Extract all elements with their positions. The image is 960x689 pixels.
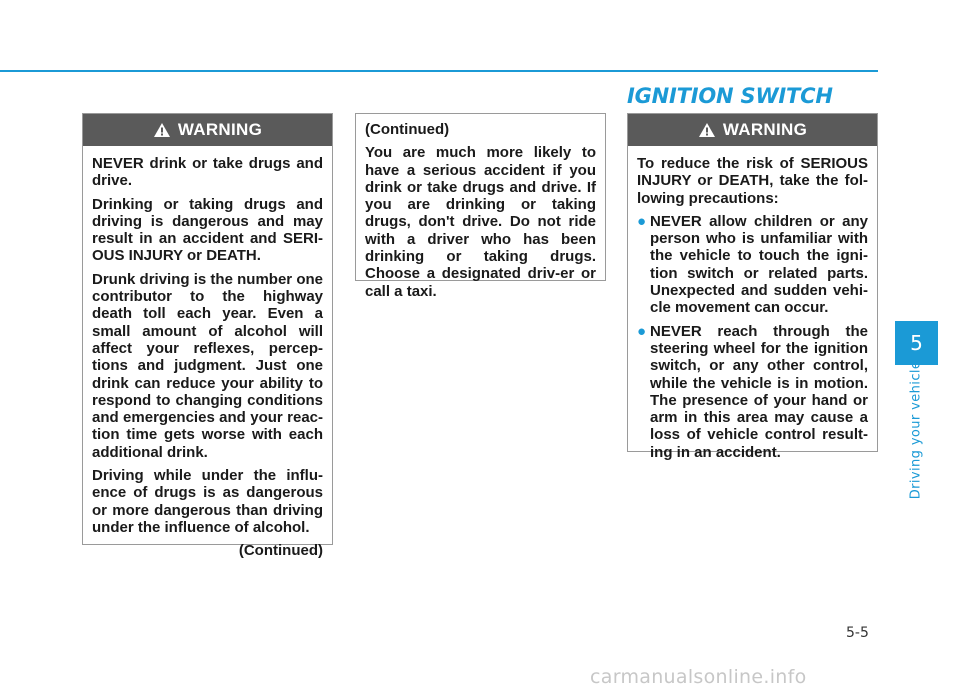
section-title: IGNITION SWITCH (627, 84, 833, 108)
list-item (637, 213, 868, 317)
bullet-dot-icon: ● (637, 212, 647, 230)
warning-body (628, 146, 877, 475)
warning-intro: To reduce the risk of SERIOUS INJURY or DEATH, take the fol-lowing precautions: (637, 155, 868, 207)
warning-header (628, 114, 877, 146)
chapter-label: Driving your vehicle (908, 360, 924, 500)
warning-box-continued (355, 113, 606, 300)
bullet-dot-icon: ● (637, 322, 647, 340)
top-rule (0, 70, 878, 72)
warning-box-ignition (627, 113, 878, 461)
continued-label: (Continued) (365, 121, 450, 138)
page-number: 5-5 (846, 625, 869, 641)
warning-paragraph: NEVER drink or take drugs and drive. (92, 155, 323, 190)
warning-header-label: WARNING (722, 120, 808, 139)
list-item-text: NEVER reach through the steering wheel for the ignition switch, or any other control, while the vehicle is in motion. The presence of your hand or arm in this area may cause a loss of vehicle control result-ing in an accident. (650, 322, 868, 461)
warning-paragraph: Drunk driving is the number one contributor to the highway death toll each year. Even a small amount of alcohol will affect your reflexes, percep-tions and judgment. Just one drink can reduce your ability to respond to changing conditions and emergencies and your reac-tion time gets worse with each additional drink. (92, 270, 323, 461)
warning-header-label: WARNING (177, 120, 263, 139)
warning-header (83, 114, 332, 146)
warning-box-alcohol (82, 113, 333, 560)
continued-label: (Continued) (238, 542, 323, 560)
list-item (637, 323, 868, 461)
warning-paragraph: You are much more likely to have a serious accident if you drink or take drugs and drive. If you are drinking or taking drugs, don't drive. Do not ride with a driver who has been drinking or taking drugs. Choose a designated driv-er or call a taxi. (365, 144, 596, 300)
warning-triangle-icon (698, 122, 716, 138)
warning-body (356, 114, 605, 314)
chapter-number: 5 (910, 331, 923, 355)
warning-paragraph: Driving while under the influ-ence of drugs is as dangerous or more dangerous than driving under the influence of alcohol. (92, 467, 323, 536)
warning-body (83, 146, 332, 568)
precaution-list (637, 213, 868, 461)
list-item-text: NEVER allow children or any person who is unfamiliar with the vehicle to touch the igni-tion switch or related parts. Unexpected and sudden vehi-cle movement can occur. (650, 212, 868, 317)
chapter-tab (895, 321, 938, 365)
warning-paragraph: Drinking or taking drugs and driving is dangerous and may result in an accident and SERI-OUS INJURY or DEATH. (92, 195, 323, 265)
watermark: carmanualsonline.info (590, 666, 807, 688)
warning-triangle-icon (153, 122, 171, 138)
